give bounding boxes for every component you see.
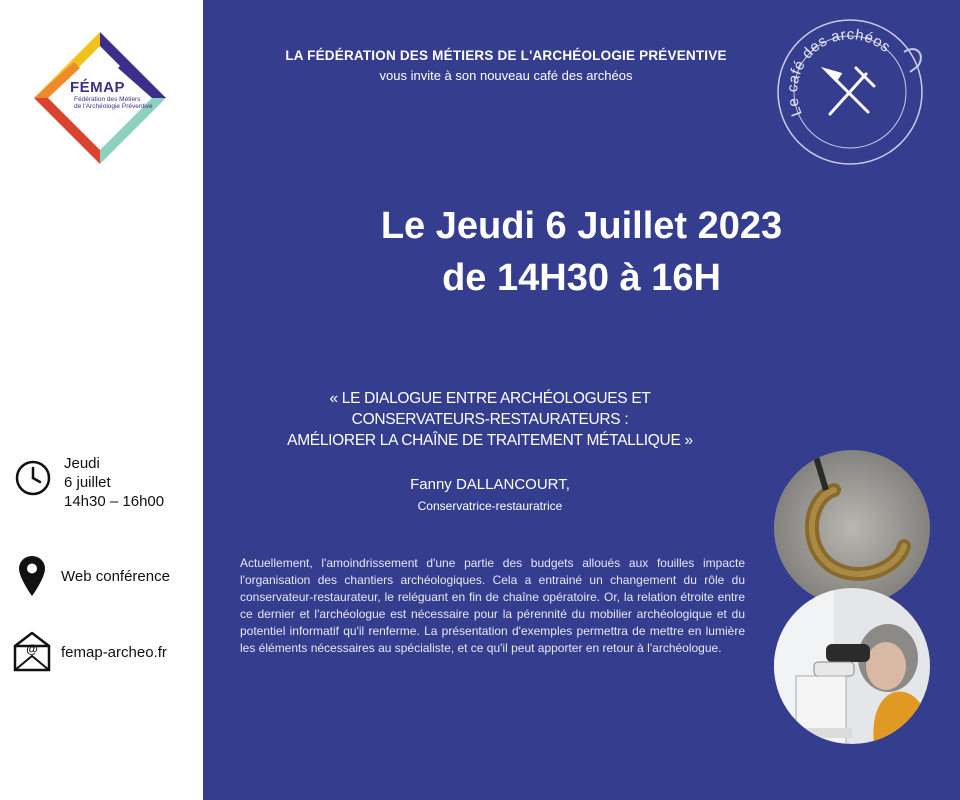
event-date xyxy=(203,200,960,304)
schedule-date: 6 juillet xyxy=(64,474,111,491)
email-icon xyxy=(13,630,51,672)
event-time-line2: de 14H30 à 16H xyxy=(442,257,721,299)
organizer-heading: LA FÉDÉRATION DES MÉTIERS DE L'ARCHÉOLOGIE PRÉVENTIVE xyxy=(285,48,727,63)
talk-title-line1: « LE DIALOGUE ENTRE ARCHÉOLOGUES ET xyxy=(329,390,651,407)
sidebar xyxy=(0,0,203,800)
cafe-des-archeos-logo xyxy=(770,10,930,170)
talk-abstract: Actuellement, l'amoindrissement d'une partie des budgets alloués aux fouilles impacte l'organisation des chantiers archéologiques. Cela a entrainé un changement du rôle du conservateur-restaurateur, le reléguant en fin de chaîne opératoire. Or, la relation étroite entre ce dernier et l'archéologue est nécessaire pour la pérennité du mobilier archéologique et du potentiel informatif qu'il renferme. La présentation d'exemples permettra de mettre en lumière les éléments nécessaires au spécialiste, et ce qu'il peut apporter en retour à l'archéologue. xyxy=(240,556,745,655)
clock-icon xyxy=(15,460,51,496)
femap-logo xyxy=(34,32,166,164)
conservator-photo xyxy=(774,588,930,744)
event-panel xyxy=(203,0,960,800)
artifact-photo xyxy=(774,450,930,606)
logo-subtitle-line1: Fédération des Métiers xyxy=(74,96,141,103)
pickaxe-trowel-icon xyxy=(826,68,874,114)
talk-title-line2: CONSERVATEURS-RESTAURATEURS : xyxy=(351,411,629,428)
logo-subtitle-line2: de l'Archéologie Préventive xyxy=(74,103,153,110)
speaker-role: Conservatrice-restauratrice xyxy=(417,499,563,513)
speaker-name: Fanny DALLANCOURT, xyxy=(410,476,570,493)
schedule-block xyxy=(64,454,164,511)
contact-link[interactable]: femap-archeo.fr xyxy=(61,644,167,661)
talk-title-line3: AMÉLIORER LA CHAÎNE DE TRAITEMENT MÉTALLIQUE » xyxy=(287,432,693,449)
logo-title: FÉMAP xyxy=(70,79,125,96)
invitation-subheading: vous invite à son nouveau café des archéos xyxy=(379,68,633,83)
talk-title xyxy=(203,388,777,451)
location-text: Web conférence xyxy=(61,568,170,585)
event-date-line1: Le Jeudi 6 Juillet 2023 xyxy=(380,205,783,247)
svg-text:@: @ xyxy=(26,642,38,656)
location-pin-icon xyxy=(19,556,45,596)
schedule-day: Jeudi xyxy=(64,455,100,472)
schedule-time: 14h30 – 16h00 xyxy=(64,493,165,510)
cafe-logo-text: Le café des archéos xyxy=(784,26,894,119)
